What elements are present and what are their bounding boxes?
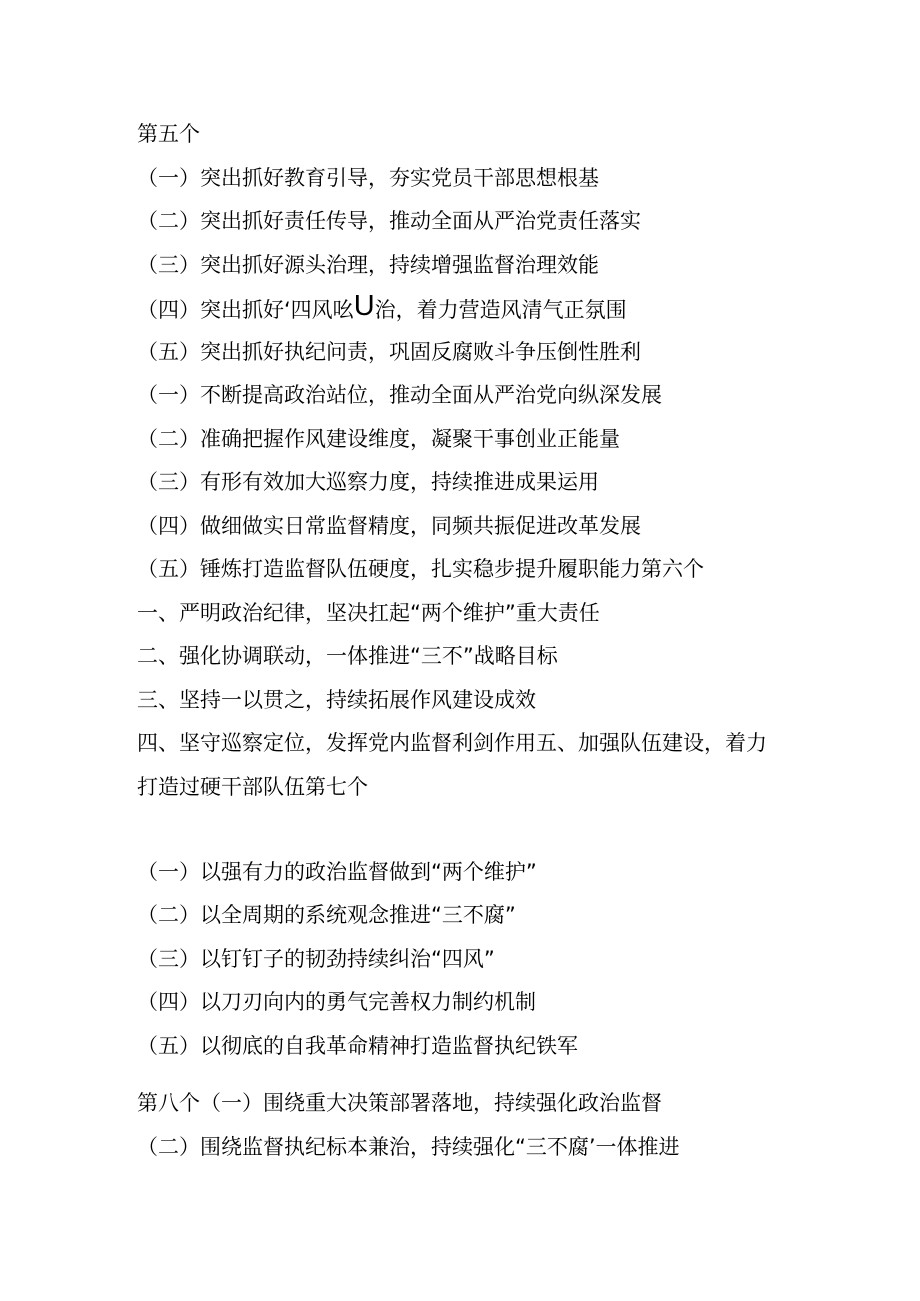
text-line: （一）不断提高政治站位，推动全面从严治党向纵深发展 [137, 383, 662, 407]
text-line: （二）准确把握作风建设维度，凝聚干事创业正能量 [137, 427, 620, 451]
text-line: （二）以全周期的系统观念推进“三不腐” [137, 903, 516, 927]
text-line: （三）突出抓好源头治理，持续增强监督治理效能 [137, 253, 599, 277]
text-glyph-u: U [353, 290, 375, 322]
text-line: 四、坚守巡察定位，发挥党内监督利剑作用五、加强队伍建设，着力 [137, 731, 767, 755]
text-line: 第八个（一）围绕重大决策部署落地，持续强化政治监督 [137, 1091, 662, 1115]
text-line: 二、强化协调联动，一体推进“三不”战略目标 [137, 644, 558, 668]
text-line: （五）以彻底的自我革命精神打造监督执纪铁军 [137, 1034, 578, 1058]
heading-fifth: 第五个 [137, 122, 200, 146]
text-line: （五）锤炼打造监督队伍硬度，扎实稳步提升履职能力第六个 [137, 557, 704, 581]
text-line: （二）围绕监督执纪标本兼治，持续强化“三不腐’一体推进 [137, 1135, 680, 1159]
text-line: （三）有形有效加大巡察力度，持续推进成果运用 [137, 470, 599, 494]
text-line: （四）做细做实日常监督精度，同频共振促进改革发展 [137, 514, 641, 538]
text-line: 打造过硬干部队伍第七个 [137, 775, 368, 799]
text-segment: 治，着力营造风清气正氛围 [374, 298, 627, 322]
text-line: 三、坚持一以贯之，持续拓展作风建设成效 [137, 688, 536, 712]
text-line: （三）以钉钉子的韧劲持续纠治“四风” [137, 947, 495, 971]
text-segment: （四）突出抓好‘四风吆 [137, 298, 354, 322]
text-line: （一）以强有力的政治监督做到“两个维护” [137, 860, 537, 884]
text-line: （二）突出抓好责任传导，推动全面从严治党责任落实 [137, 209, 641, 233]
text-line: （一）突出抓好教育引导，夯实党员干部思想根基 [137, 166, 599, 190]
text-line [137, 290, 627, 324]
text-line: 一、严明政治纪律，坚决扛起“两个维护”重大责任 [137, 601, 600, 625]
text-line: （五）突出抓好执纪问责，巩固反腐败斗争压倒性胜利 [137, 340, 641, 364]
text-line: （四）以刀刃向内的勇气完善权力制约机制 [137, 990, 536, 1014]
